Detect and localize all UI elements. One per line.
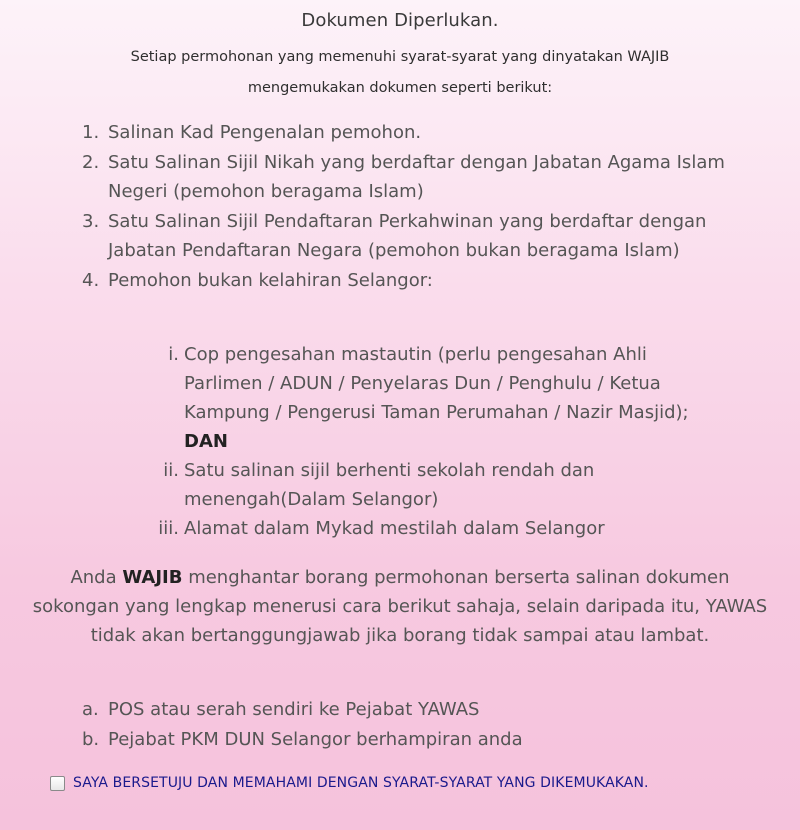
list-item-text: Pejabat PKM DUN Selangor berhampiran anda — [108, 729, 523, 750]
list-item-text: Satu salinan sijil berhenti sekolah rendah dan menengah(Dalam Selangor) — [184, 460, 595, 510]
list-item-number: b. — [82, 729, 100, 750]
list-item-number: iii. — [158, 518, 179, 539]
list-item-text: POS atau serah sendiri ke Pejabat YAWAS — [108, 699, 480, 720]
list-item-text: Cop pengesahan mastautin (perlu pengesahan Ahli Parlimen / ADUN / Penyelaras Dun / Penghulu / Ketua Kampung / Pengerusi Taman Perumahan / Nazir Masjid); — [184, 344, 689, 423]
list-item-number: 2. — [82, 151, 100, 173]
list-item — [0, 340, 800, 456]
submission-notice — [30, 563, 770, 650]
list-item — [0, 695, 800, 725]
intro-text — [30, 42, 770, 104]
list-item-text: Satu Salinan Sijil Nikah yang berdaftar dengan Jabatan Agama Islam Negeri (pemohon beragama Islam) — [108, 151, 725, 202]
list-item — [0, 514, 800, 543]
list-item-text: Salinan Kad Pengenalan pemohon. — [108, 122, 422, 143]
list-item — [0, 725, 800, 755]
list-item — [0, 118, 800, 148]
list-item-number: a. — [82, 699, 99, 720]
intro-line-1: Setiap permohonan yang memenuhi syarat-syarat yang dinyatakan WAJIB — [130, 49, 670, 65]
notice-emphasis: WAJIB — [122, 567, 183, 588]
list-item-text: Alamat dalam Mykad mestilah dalam Selangor — [184, 518, 605, 539]
agreement-row — [50, 775, 649, 791]
list-item-text: Satu Salinan Sijil Pendaftaran Perkahwinan yang berdaftar dengan Jabatan Pendaftaran Negara (pemohon bukan beragama Islam) — [108, 210, 707, 261]
sub-documents-list — [0, 340, 800, 543]
page-title: Dokumen Diperlukan. — [301, 10, 499, 31]
list-item-number: i. — [168, 344, 179, 365]
list-item-text: Pemohon bukan kelahiran Selangor: — [108, 269, 433, 291]
intro-line-2: mengemukakan dokumen seperti berikut: — [247, 80, 553, 96]
list-item — [0, 456, 800, 514]
agreement-checkbox[interactable] — [50, 776, 65, 791]
agreement-label[interactable]: SAYA BERSETUJU DAN MEMAHAMI DENGAN SYARAT-SYARAT YANG DIKEMUKAKAN. — [73, 775, 649, 791]
list-item-number: ii. — [163, 460, 179, 481]
list-item-number: 1. — [82, 122, 100, 143]
list-item-number: 3. — [82, 210, 100, 232]
documents-list — [0, 118, 800, 295]
list-item — [0, 148, 800, 207]
notice-prefix: Anda — [70, 567, 117, 588]
list-item-number: 4. — [82, 269, 100, 291]
notice-body: menghantar borang permohonan berserta salinan dokumen sokongan yang lengkap menerusi cara berikut sahaja, selain daripada itu, YAWAS tidak akan bertanggungjawab jika borang tidak sampai atau lambat. — [32, 567, 768, 646]
list-item — [0, 207, 800, 266]
emphasis-text: DAN — [184, 431, 228, 452]
submission-methods-list — [0, 695, 800, 755]
list-item — [0, 266, 800, 296]
